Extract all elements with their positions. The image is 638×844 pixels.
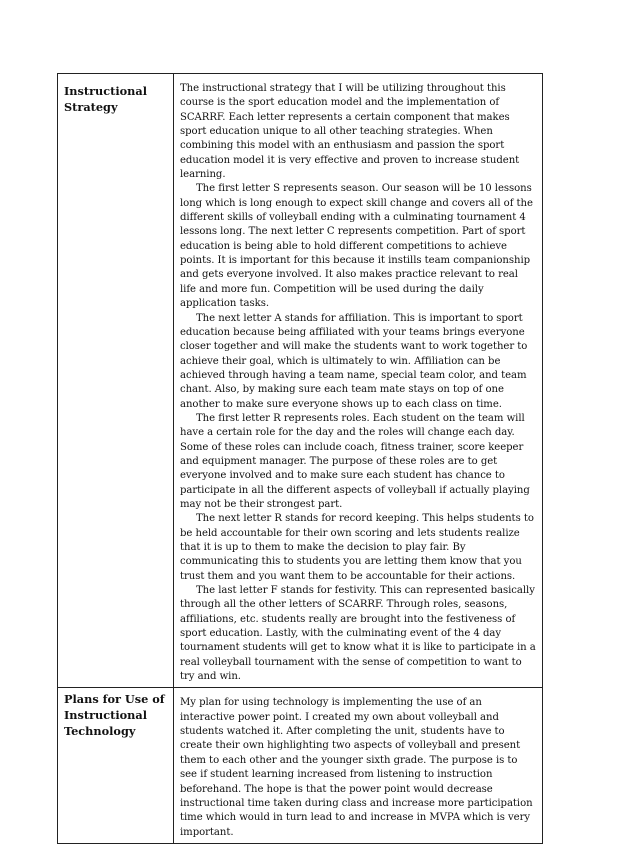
row-content — [174, 74, 543, 688]
paragraph-technology-plan: My plan for using technology is implementing the use of an interactive power point. I created my own about volleyball and students watched it. After completing the unit, students have to create their own highlighting two aspects of volleyball and present them to each other and the younger sixth grade. The purpose is to see if student learning increased from listening to instruction beforehand. The hope is that the power point would decrease instructional time taken during class and increase more participation time which would in turn lead to and increase in MVPA which is very important. — [180, 697, 533, 838]
paragraph-record-keeping: The next letter R stands for record keeping. This helps students to be held accountable for their own scoring and lets students realize that it is up to them to make the decision to play fair. By communicating this to students you are letting them know that you trust them and you want them to be accountable for their actions. — [180, 513, 534, 582]
row-label: Plans for Use of Instructional Technology — [58, 688, 174, 843]
paragraph-festivity: The last letter F stands for festivity. This can represented basically through all the other letters of SCARRF. Through roles, seasons, affiliations, etc. students really are brought into the festiveness of sport education. Lastly, with the culminating event of the 4 day tournament students will get to know what it is like to participate in a real volleyball tournament with the sense of competition to want to try and win. — [180, 585, 536, 683]
row-label: Instructional Strategy — [58, 74, 174, 688]
lesson-plan-table — [57, 73, 543, 844]
table-row-instructional-strategy — [58, 74, 543, 688]
paragraph-roles: The first letter R represents roles. Each student on the team will have a certain role for the day and the roles will change each day. Some of these roles can include coach, fitness trainer, score keeper and equipment manager. The purpose of these roles are to get everyone involved and to make sure each student has chance to participate in all the different aspects of volleyball if actually playing may not be their strongest part. — [180, 412, 530, 510]
paragraph-season-competition: The first letter S represents season. Our season will be 10 lessons long which is long enough to expect skill change and covers all of the different skills of volleyball ending with a culminating tournament 4 lessons long. The next letter C represents competition. Part of sport education is being able to hold different competitions to achieve points. It is important for this because it instills team companionship and gets everyone involved. It also makes practice relevant to real life and more fun. Competition will be used during the daily application tasks. — [180, 183, 533, 310]
table-row-technology — [58, 688, 543, 843]
row-content — [174, 688, 543, 843]
paragraph-affiliation: The next letter A stands for affiliation. This is important to sport education because being affiliated with your teams brings everyone closer together and will make the students want to work together to achieve their goal, which is ultimately to win. Affiliation can be achieved through having a team name, special team color, and team chant. Also, by making sure each team mate stays on top of one another to make sure everyone shows up to each class on time. — [180, 312, 528, 410]
paragraph-intro: The instructional strategy that I will be utilizing throughout this course is the sport education model and the implementation of SCARRF. Each letter represents a certain component that makes sport education unique to all other teaching strategies. When combining this model with an enthusiasm and passion the sport education model it is very effective and proven to increase student learning. — [180, 83, 520, 181]
